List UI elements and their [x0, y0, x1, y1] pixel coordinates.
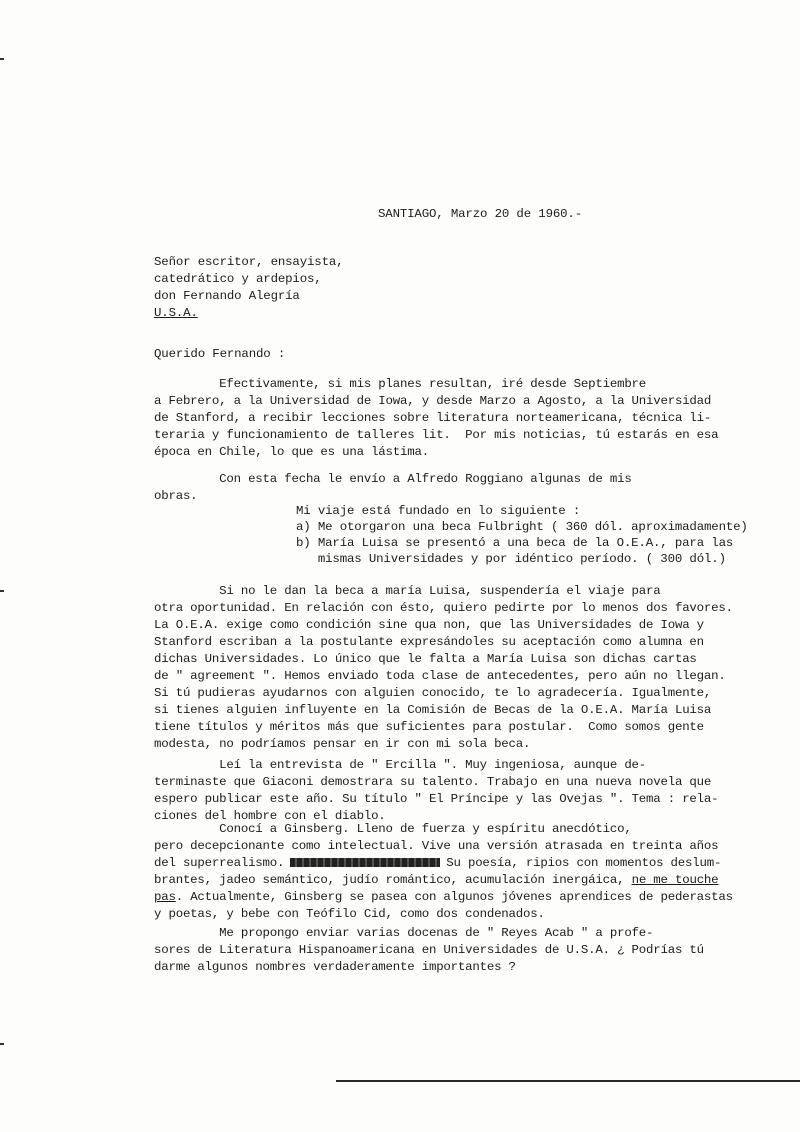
paragraph-ginsberg — [154, 822, 733, 924]
list-intro: Mi viaje está fundado en lo siguiente : — [296, 504, 581, 518]
scan-edge-mark — [0, 58, 4, 60]
text-line — [154, 856, 733, 873]
underlined-phrase: ne me touche — [631, 873, 719, 887]
struck-out-text — [290, 858, 440, 867]
paragraph-roggiano — [154, 472, 632, 506]
text-line: si tienes alguien influyente en la Comisión de Becas de la O.E.A. María Luisa — [154, 703, 712, 717]
place-date: SANTIAGO, Marzo 20 de 1960.- — [378, 207, 582, 221]
text-line: Leí la entrevista de " Ercilla ". Muy ingeniosa, aunque de- — [154, 758, 647, 772]
text-segment: brantes, jadeo semántico, judío romántico, acumulación inergáica, — [154, 873, 625, 887]
bottom-rule — [336, 1080, 800, 1082]
text-line: otra oportunidad. En relación con ésto, quiero pedirte por lo menos dos favores. — [154, 601, 733, 615]
text-segment: Su poesía, ripios con momentos deslum- — [446, 856, 722, 870]
paragraph-plans — [154, 377, 718, 462]
text-line: tiene títulos y méritos más que suficientes para postular. Como somos gente — [154, 720, 704, 734]
text-line: Si tú pudieras ayudarnos con alguien conocido, te lo agradecería. Igualmente, — [154, 686, 712, 700]
text-line: de " agreement ". Hemos enviado toda clase de antecedentes, pero aún no llegan. — [154, 669, 726, 683]
text-line: Stanford escriban a la postulante expresándoles su aceptación como alumna en — [154, 635, 704, 649]
address-line: Señor escritor, ensayista, — [154, 255, 344, 269]
text-line: sores de Literatura Hispanoamericana en Universidades de U.S.A. ¿ Podrías tú — [154, 943, 704, 957]
text-line: y poetas, y bebe con Teófilo Cid, como dos condenados. — [154, 907, 545, 921]
underlined-phrase: pas — [154, 890, 176, 904]
address-line: catedrático y ardepios, — [154, 272, 322, 286]
list-item: mismas Universidades y por idéntico período. ( 300 dól.) — [296, 552, 726, 566]
text-line: época en Chile, lo que es una lástima. — [154, 445, 429, 459]
address-country: U.S.A. — [154, 306, 198, 320]
text-line: modesta, no podríamos pensar en ir con mi sola beca. — [154, 737, 531, 751]
text-line: a Febrero, a la Universidad de Iowa, y desde Marzo a Agosto, a la Universidad — [154, 394, 712, 408]
text-line — [154, 873, 733, 890]
list-item: b) María Luisa se presentó a una beca de la O.E.A., para las — [296, 536, 734, 550]
text-line: Con esta fecha le envío a Alfredo Roggiano algunas de mis — [154, 472, 632, 486]
text-line: dichas Universidades. Lo único que le falta a María Luisa son dichas cartas — [154, 652, 697, 666]
text-line: de Stanford, a recibir lecciones sobre literatura norteamericana, técnica li- — [154, 411, 712, 425]
text-line: Conocí a Ginsberg. Lleno de fuerza y espíritu anecdótico, — [154, 822, 632, 836]
text-line: La O.E.A. exige como condición sine qua non, que las Universidades de Iowa y — [154, 618, 704, 632]
paragraph-reyes-acab — [154, 926, 704, 977]
scan-edge-mark — [0, 590, 4, 592]
text-line: espero publicar este año. Su título " El Príncipe y las Ovejas ". Tema : rela- — [154, 792, 719, 806]
text-line: terminaste que Giaconi demostrara su talento. Trabajo en una nueva novela que — [154, 775, 712, 789]
text-segment: del superrealismo. — [154, 856, 285, 870]
address-line: don Fernando Alegría — [154, 289, 300, 303]
text-line: pero decepcionante como intelectual. Vive una versión atrasada en treinta años — [154, 839, 719, 853]
text-line: Me propongo enviar varias docenas de " Reyes Acab " a profe- — [154, 926, 654, 940]
text-line: darme algunos nombres verdaderamente importantes ? — [154, 960, 516, 974]
text-line: obras. — [154, 489, 198, 503]
text-segment: . Actualmente, Ginsberg se pasea con algunos jóvenes aprendices de pederastas — [175, 890, 733, 904]
salutation: Querido Fernando : — [154, 347, 286, 361]
text-line — [154, 890, 733, 907]
list-item: a) Me otorgaron una beca Fulbright ( 360 dól. aproximadamente) — [296, 520, 748, 534]
paragraph-beca — [154, 584, 733, 754]
text-line: Efectivamente, si mis planes resultan, iré desde Septiembre — [154, 377, 647, 391]
text-line: ciones del hombre con el diablo. — [154, 809, 386, 823]
text-line: teraria y funcionamiento de talleres lit. Por mis noticias, tú estarás en esa — [154, 428, 719, 442]
text-line: Si no le dan la beca a maría Luisa, suspendería el viaje para — [154, 584, 661, 598]
paragraph-ercilla — [154, 758, 718, 826]
scan-edge-mark — [0, 1043, 4, 1045]
